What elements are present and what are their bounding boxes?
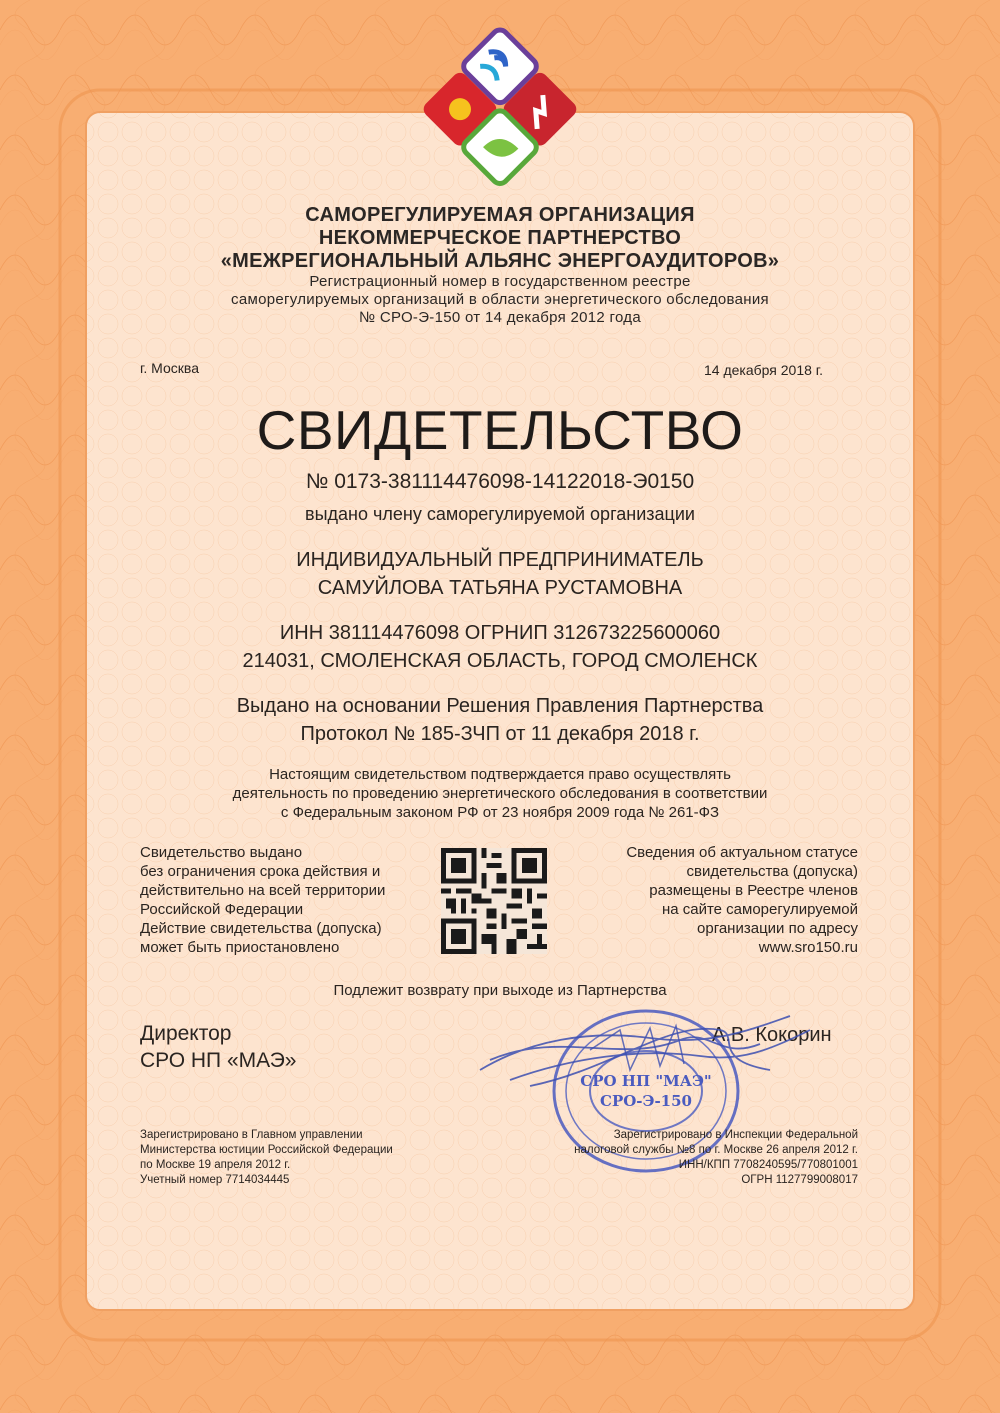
validity-note: [140, 843, 440, 957]
holder-name: САМУЙЛОВА ТАТЬЯНА РУСТАМОВНА: [317, 577, 683, 599]
seal-text-1: СРО НП "МАЭ": [580, 1072, 712, 1090]
validity-line: Действие свидетельства (допуска): [140, 920, 382, 937]
status-line: свидетельства (допуска): [686, 863, 858, 880]
basis-protocol: Протокол № 185-ЗЧП от 11 декабря 2018 г.: [300, 723, 700, 745]
basis-decision: Выдано на основании Решения Правления Партнерства: [236, 695, 764, 717]
director-position: Директор: [140, 1022, 232, 1045]
org-line-3: «МЕЖРЕГИОНАЛЬНЫЙ АЛЬЯНС ЭНЕРГОАУДИТОРОВ»: [220, 250, 780, 272]
rights-line-1: Настоящим свидетельством подтверждается право осуществлять: [269, 766, 731, 783]
director-name: А.В. Кокорин: [712, 1024, 832, 1046]
registry-url[interactable]: www.sro150.ru: [758, 939, 858, 956]
document-title: СВИДЕТЕЛЬСТВО: [256, 399, 744, 461]
seal-text-2: СРО-Э-150: [600, 1092, 692, 1110]
footer-right-line: Зарегистрировано в Инспекции Федеральной: [613, 1129, 858, 1141]
director-signature: [470, 1000, 830, 1110]
footer-right: [506, 1128, 858, 1188]
issue-date: 14 декабря 2018 г.: [704, 362, 824, 378]
footer-left-line: по Москве 19 апреля 2012 г.: [140, 1159, 291, 1171]
footer-right-line: ИНН/КПП 7708240595/770801001: [678, 1159, 858, 1171]
organization-logo: [414, 14, 586, 190]
tax-ids: ИНН 381114476098 ОГРНИП 312673225600060: [279, 622, 721, 644]
validity-line: без ограничения срока действия и: [140, 863, 381, 880]
org-line-2: НЕКОММЕРЧЕСКОЕ ПАРТНЕРСТВО: [318, 227, 682, 249]
issue-place: г. Москва: [140, 360, 199, 376]
identifiers-block: [0, 619, 1000, 675]
return-note: Подлежит возврату при выходе из Партнерства: [333, 982, 667, 999]
organization-header: [0, 204, 1000, 327]
status-line: размещены в Реестре членов: [649, 882, 858, 899]
validity-line: Свидетельство выдано: [140, 844, 303, 861]
footer-left-line: Зарегистрировано в Главном управлении: [140, 1129, 363, 1141]
status-line: организации по адресу: [697, 920, 858, 937]
rights-line-2: деятельность по проведению энергетического обследования в соответствии: [232, 785, 768, 802]
status-note: [560, 843, 858, 957]
validity-line: действительно на всей территории: [140, 882, 386, 899]
registration-line-1: Регистрационный номер в государственном реестре: [309, 273, 691, 290]
footer-left-line: Учетный номер 7714034445: [140, 1174, 290, 1186]
rights-block: [0, 765, 1000, 822]
director-organization: СРО НП «МАЭ»: [140, 1049, 297, 1072]
status-line: на сайте саморегулируемой: [661, 901, 858, 918]
address: 214031, СМОЛЕНСКАЯ ОБЛАСТЬ, ГОРОД СМОЛЕНСК: [242, 650, 758, 672]
org-line-1: САМОРЕГУЛИРУЕМАЯ ОРГАНИЗАЦИЯ: [305, 204, 695, 226]
director-title: [140, 1020, 296, 1074]
holder-block: [0, 546, 1000, 602]
footer-right-line: налоговой службы №8 по г. Москве 26 апреля 2012 г.: [574, 1144, 858, 1156]
validity-line: может быть приостановлено: [140, 939, 340, 956]
registration-line-3: № СРО-Э-150 от 14 декабря 2012 года: [359, 309, 641, 326]
issued-to-label: выдано члену саморегулируемой организации: [305, 504, 695, 524]
footer-right-line: ОГРН 1127799008017: [741, 1174, 858, 1186]
basis-block: [0, 692, 1000, 748]
qr-code[interactable]: [441, 848, 547, 954]
validity-line: Российской Федерации: [140, 901, 304, 918]
footer-left: [140, 1128, 460, 1188]
holder-type: ИНДИВИДУАЛЬНЫЙ ПРЕДПРИНИМАТЕЛЬ: [296, 549, 704, 571]
status-line: Сведения об актуальном статусе: [626, 844, 858, 861]
certificate-number: № 0173-381114476098-14122018-Э0150: [305, 470, 695, 493]
registration-line-2: саморегулируемых организаций в области энергетического обследования: [231, 291, 769, 308]
rights-line-3: с Федеральным законом РФ от 23 ноября 2009 года № 261-ФЗ: [280, 804, 720, 821]
footer-left-line: Министерства юстиции Российской Федерации: [140, 1144, 393, 1156]
